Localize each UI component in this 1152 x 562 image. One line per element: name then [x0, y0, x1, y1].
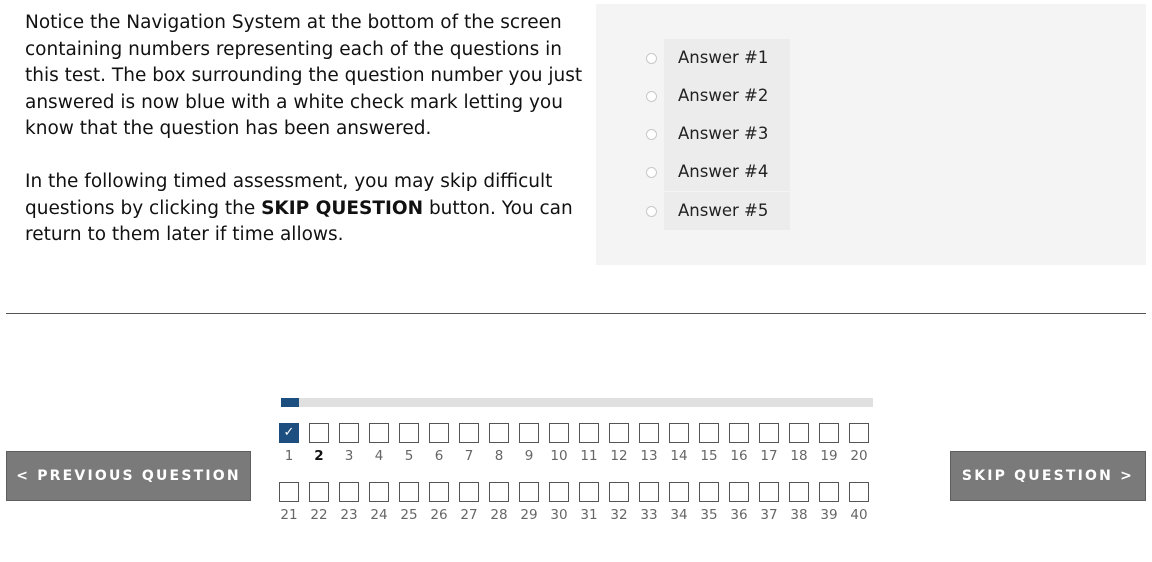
question-nav-number[interactable]: 13: [640, 448, 658, 464]
answer-option-2[interactable]: [596, 77, 896, 115]
question-nav-number[interactable]: 3: [344, 448, 354, 464]
question-nav-number[interactable]: 37: [760, 507, 778, 523]
question-nav-item[interactable]: [849, 482, 879, 528]
question-nav-box[interactable]: [669, 423, 689, 443]
question-nav-box[interactable]: [699, 482, 719, 502]
question-answered-checkmark-icon[interactable]: ✓: [279, 423, 299, 443]
question-nav-box[interactable]: [699, 423, 719, 443]
answer-label[interactable]: Answer #1: [664, 39, 790, 77]
question-nav-number[interactable]: 20: [850, 448, 868, 464]
instructions-paragraph-2: [25, 169, 585, 249]
question-nav-box[interactable]: [459, 482, 479, 502]
question-nav-box[interactable]: [549, 423, 569, 443]
answer-panel: [596, 4, 1146, 265]
question-nav-box[interactable]: [339, 423, 359, 443]
question-nav-row-2: [279, 482, 879, 528]
question-nav-box[interactable]: [849, 482, 869, 502]
question-nav-box[interactable]: [639, 482, 659, 502]
question-nav-box[interactable]: [729, 482, 749, 502]
question-nav-box[interactable]: [549, 482, 569, 502]
question-nav-box[interactable]: [759, 482, 779, 502]
instructions-p2-bold: SKIP QUESTION: [261, 197, 424, 219]
question-nav-box[interactable]: [369, 482, 389, 502]
radio-button[interactable]: [646, 53, 657, 64]
question-nav-box[interactable]: [429, 482, 449, 502]
question-nav-number[interactable]: 2: [314, 448, 324, 464]
progress-bar: [281, 398, 873, 407]
question-nav-row-1: [279, 423, 879, 469]
radio-button[interactable]: [646, 206, 657, 217]
question-nav-number[interactable]: 5: [404, 448, 414, 464]
question-nav-item[interactable]: [849, 423, 879, 469]
radio-button[interactable]: [646, 129, 657, 140]
answer-option-1[interactable]: [596, 39, 896, 77]
question-nav-number[interactable]: 33: [640, 507, 658, 523]
instructions-paragraph-1: Notice the Navigation System at the bottom of the screen containing numbers representing each of the questions in this test. The box surrounding the question number you just answered is now blue with a white check mark letting you know that the question has been answered.: [25, 12, 583, 139]
question-nav-box[interactable]: [789, 423, 809, 443]
question-nav-box[interactable]: [279, 482, 299, 502]
question-nav-box[interactable]: [849, 423, 869, 443]
question-nav-number[interactable]: 25: [400, 507, 418, 523]
question-nav-number[interactable]: 10: [550, 448, 568, 464]
answer-option-5[interactable]: [596, 192, 896, 230]
skip-question-button[interactable]: SKIP QUESTION >: [950, 451, 1146, 501]
question-nav-number[interactable]: 21: [280, 507, 298, 523]
question-nav-box[interactable]: [489, 482, 509, 502]
question-nav-number[interactable]: 26: [430, 507, 448, 523]
question-nav-number[interactable]: 4: [374, 448, 384, 464]
question-nav-number[interactable]: 39: [820, 507, 838, 523]
progress-bar-fill: [281, 398, 299, 407]
question-nav-box[interactable]: [609, 482, 629, 502]
question-nav-box[interactable]: [369, 423, 389, 443]
section-divider: [6, 313, 1146, 314]
question-nav-number[interactable]: 40: [850, 507, 868, 523]
question-nav-number[interactable]: 18: [790, 448, 808, 464]
question-nav-box[interactable]: [729, 423, 749, 443]
question-nav-box[interactable]: [759, 423, 779, 443]
question-nav-number[interactable]: 8: [494, 448, 504, 464]
answer-option-4[interactable]: [596, 153, 896, 191]
answer-option-3[interactable]: [596, 115, 896, 153]
question-nav-box[interactable]: [639, 423, 659, 443]
question-nav-number[interactable]: 28: [490, 507, 508, 523]
answer-label[interactable]: Answer #5: [664, 192, 790, 230]
question-nav-box[interactable]: [579, 482, 599, 502]
question-nav-box[interactable]: [519, 423, 539, 443]
question-nav-number[interactable]: 14: [670, 448, 688, 464]
question-nav-box[interactable]: [519, 482, 539, 502]
question-nav-box[interactable]: [399, 482, 419, 502]
question-nav-number[interactable]: 31: [580, 507, 598, 523]
radio-button[interactable]: [646, 91, 657, 102]
question-nav-number[interactable]: 17: [760, 448, 778, 464]
question-nav-number[interactable]: 12: [610, 448, 628, 464]
question-nav-box[interactable]: [789, 482, 809, 502]
answer-label[interactable]: Answer #3: [664, 115, 790, 153]
answer-label[interactable]: Answer #4: [664, 153, 790, 191]
question-nav-box[interactable]: [399, 423, 419, 443]
question-nav-number[interactable]: 38: [790, 507, 808, 523]
question-nav-box[interactable]: [339, 482, 359, 502]
question-nav-box[interactable]: [309, 423, 329, 443]
question-nav-box[interactable]: [579, 423, 599, 443]
question-nav-number[interactable]: 35: [700, 507, 718, 523]
question-nav-number[interactable]: 6: [434, 448, 444, 464]
question-nav-number[interactable]: 30: [550, 507, 568, 523]
radio-button[interactable]: [646, 167, 657, 178]
question-nav-number[interactable]: 15: [700, 448, 718, 464]
question-nav-box[interactable]: [819, 482, 839, 502]
question-nav-box[interactable]: [669, 482, 689, 502]
question-nav-box[interactable]: [309, 482, 329, 502]
question-nav-number[interactable]: 32: [610, 507, 628, 523]
instructions-p2-start: In the following timed assessment, you may skip difficult questions by clicking the: [25, 171, 553, 219]
question-nav-number[interactable]: 11: [580, 448, 598, 464]
question-nav-number[interactable]: 1: [284, 448, 294, 464]
question-nav-box[interactable]: [459, 423, 479, 443]
question-nav-number[interactable]: 16: [730, 448, 748, 464]
question-nav-box[interactable]: [819, 423, 839, 443]
question-nav-number[interactable]: 7: [464, 448, 474, 464]
question-nav-number[interactable]: 24: [370, 507, 388, 523]
question-nav-number[interactable]: 34: [670, 507, 688, 523]
question-nav-box[interactable]: [489, 423, 509, 443]
answer-label[interactable]: Answer #2: [664, 77, 790, 115]
question-nav-number[interactable]: 27: [460, 507, 478, 523]
instructions-p2-end: button. You can return to them later if time allows.: [25, 197, 573, 245]
question-nav-number[interactable]: 23: [340, 507, 358, 523]
question-nav-number[interactable]: 9: [524, 448, 534, 464]
question-nav-number[interactable]: 22: [310, 507, 328, 523]
instructions-text: [25, 10, 585, 249]
question-nav-number[interactable]: 19: [820, 448, 838, 464]
question-nav-number[interactable]: 36: [730, 507, 748, 523]
previous-question-button[interactable]: < PREVIOUS QUESTION: [6, 451, 251, 501]
question-nav-number[interactable]: 29: [520, 507, 538, 523]
question-nav-box[interactable]: [429, 423, 449, 443]
question-nav-box[interactable]: [609, 423, 629, 443]
